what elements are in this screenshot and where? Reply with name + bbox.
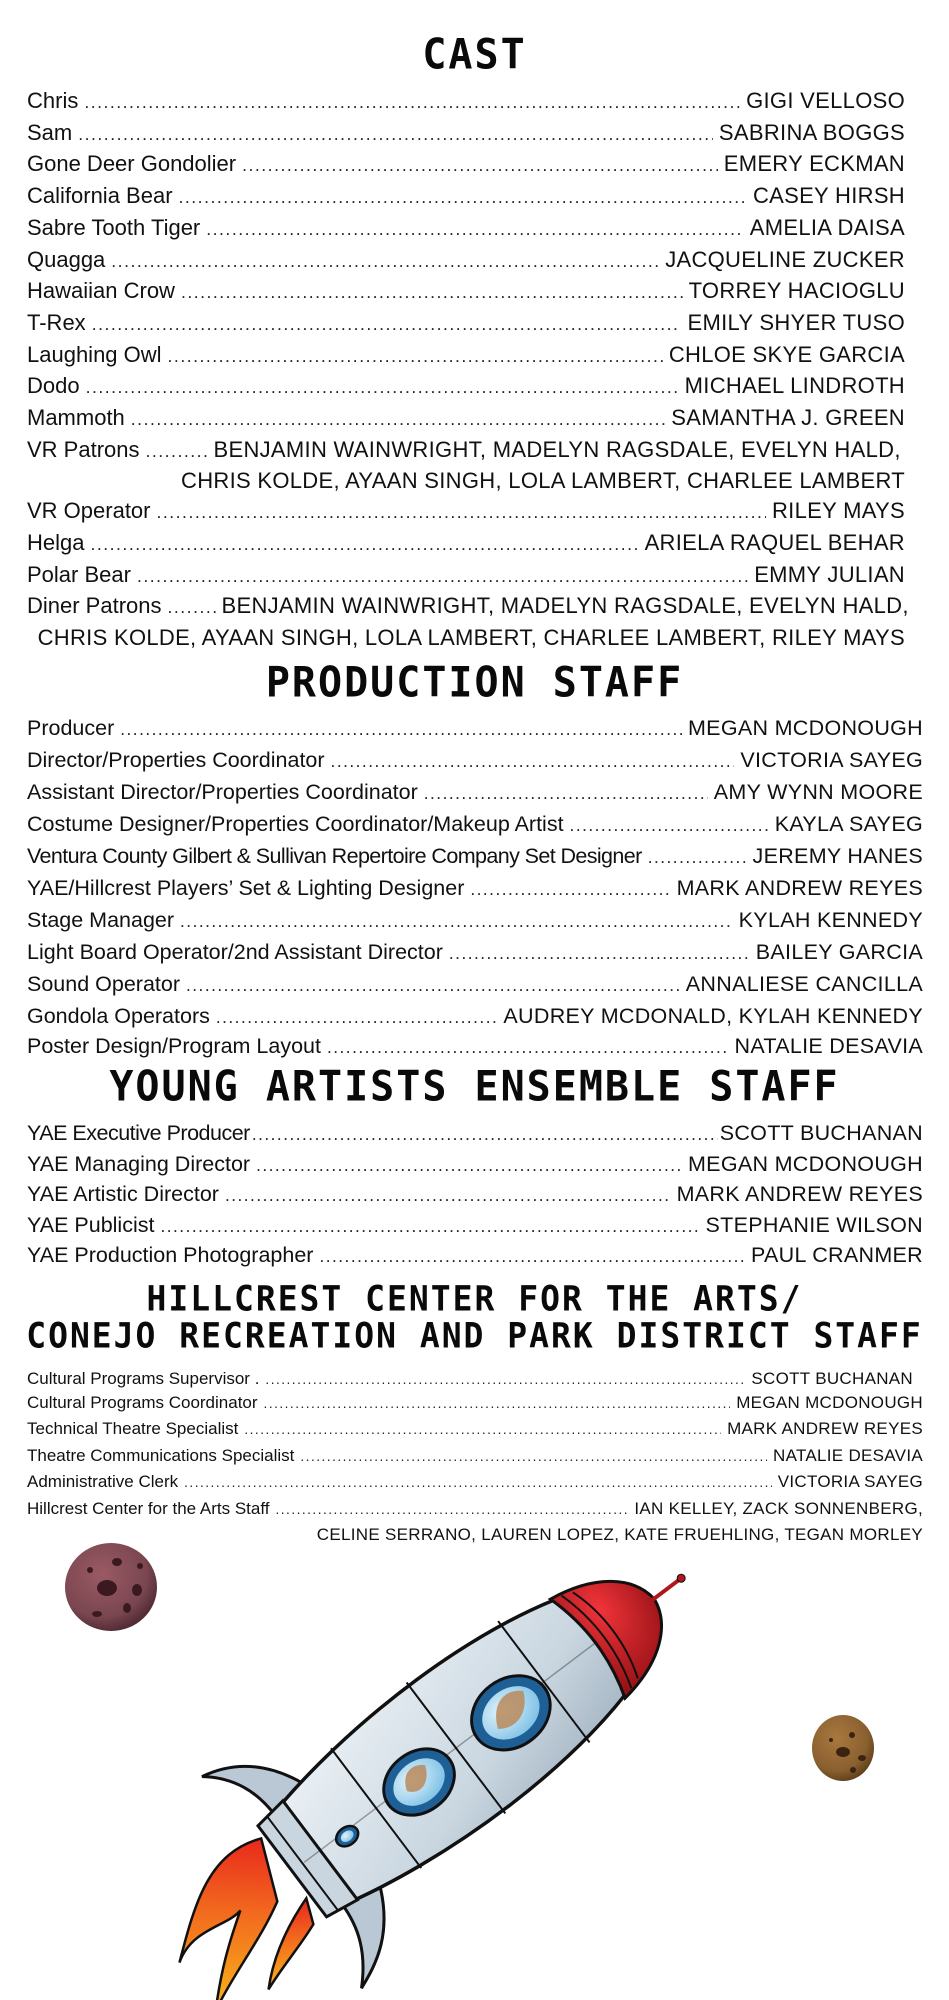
- staff-row: [27, 1416, 923, 1443]
- dot-leader: [146, 435, 208, 467]
- dot-leader: [327, 1033, 729, 1061]
- staff-row: [27, 1469, 923, 1496]
- staff-name: NATALIE DESAVIA: [773, 1445, 923, 1465]
- dot-leader: [90, 528, 638, 560]
- dot-leader: [184, 1469, 772, 1496]
- yae-staff-list: [27, 1119, 923, 1272]
- dot-leader: [160, 1211, 699, 1242]
- role: VR Patrons: [27, 436, 140, 462]
- performer: CHLOE SKYE GARCIA: [668, 341, 905, 367]
- role: Chris: [27, 88, 79, 113]
- role: Assistant Director/Properties Coordinator: [27, 780, 418, 804]
- cast-row: [27, 213, 905, 245]
- role: Stage Manager: [27, 908, 175, 932]
- performer: BENJAMIN WAINWRIGHT, MADELYN RAGSDALE, EVELYN HALD,: [221, 593, 909, 619]
- staff-name: VICTORIA SAYEG: [740, 748, 923, 772]
- performer-continuation: CHRIS KOLDE, AYAAN SINGH, LOLA LAMBERT, CHARLEE LAMBERT, RILEY MAYS: [37, 624, 905, 650]
- dot-leader: [216, 1001, 498, 1033]
- dot-leader: [449, 937, 750, 969]
- staff-row: [27, 1180, 923, 1211]
- dot-leader: [242, 149, 718, 181]
- staff-row: [27, 1033, 923, 1061]
- staff-row: [27, 1368, 923, 1391]
- role: Theatre Communications Specialist: [27, 1445, 295, 1465]
- cast-heading: [0, 31, 949, 79]
- cast-row: [27, 181, 905, 213]
- dot-leader: [120, 713, 682, 745]
- staff-row: [27, 969, 923, 1001]
- performer: JACQUELINE ZUCKER: [665, 246, 905, 272]
- dot-leader: [157, 496, 766, 528]
- cast-row: [27, 496, 905, 528]
- staff-row: [27, 713, 923, 745]
- cast-list: [27, 86, 909, 653]
- rocket-illustration: [0, 1530, 949, 2000]
- role: YAE Publicist: [27, 1212, 155, 1237]
- production-staff-list: [27, 713, 923, 1061]
- cast-row: [27, 118, 905, 150]
- role: Director/Properties Coordinator: [27, 748, 325, 772]
- role: Sound Operator: [27, 972, 180, 996]
- role: Laughing Owl: [27, 341, 162, 367]
- dot-leader: [264, 1391, 731, 1416]
- staff-row: [27, 777, 923, 809]
- yae-staff-heading-text: YOUNG ARTISTS ENSEMBLE STAFF: [109, 1062, 840, 1112]
- staff-name: MEGAN MCDONOUGH: [736, 1393, 923, 1412]
- role: Helga: [27, 529, 85, 555]
- dot-leader: [225, 1180, 671, 1211]
- planet-icon: [65, 1543, 157, 1631]
- staff-row: [27, 1150, 923, 1181]
- staff-name: SCOTT BUCHANAN: [751, 1369, 913, 1388]
- role: Quagga: [27, 246, 106, 272]
- performer: RILEY MAYS: [771, 498, 905, 524]
- role: Technical Theatre Specialist: [27, 1419, 239, 1438]
- role: Gone Deer Gondolier: [27, 151, 237, 177]
- performer: TORREY HACIOGLU: [688, 278, 905, 304]
- role: Ventura County Gilbert & Sullivan Repertoire Company Set Designer: [27, 844, 642, 868]
- performer: EMILY SHYER TUSO: [687, 309, 905, 335]
- staff-name: JEREMY HANES: [752, 844, 923, 868]
- role: YAE Executive Producer: [27, 1121, 250, 1145]
- dot-leader: [181, 276, 683, 308]
- role: T-Rex: [27, 309, 86, 335]
- performer: SAMANTHA J. GREEN: [671, 405, 905, 431]
- dot-leader: [470, 873, 670, 905]
- role: Hawaiian Crow: [27, 278, 175, 304]
- dot-leader: [186, 969, 680, 1001]
- staff-name: KAYLA SAYEG: [774, 812, 923, 836]
- staff-row: [27, 1391, 923, 1416]
- role: Mammoth: [27, 405, 125, 431]
- cast-row: [27, 528, 905, 560]
- dot-leader: [252, 1119, 718, 1150]
- staff-name: ANNALIESE CANCILLA: [685, 972, 923, 996]
- dot-leader: [570, 809, 769, 841]
- staff-name: NATALIE DESAVIA: [734, 1034, 923, 1058]
- staff-name: STEPHANIE WILSON: [705, 1212, 923, 1237]
- hillcrest-staff-heading: [0, 1280, 949, 1354]
- cast-row: [27, 86, 905, 118]
- dot-leader: [137, 560, 748, 592]
- dot-leader: [179, 181, 747, 213]
- role: California Bear: [27, 183, 173, 209]
- cast-row: [27, 560, 905, 592]
- role: Sabre Tooth Tiger: [27, 214, 201, 240]
- cast-heading-text: CAST: [422, 30, 527, 80]
- performer: BENJAMIN WAINWRIGHT, MADELYN RAGSDALE, EVELYN HALD,: [213, 436, 901, 462]
- dot-leader: [244, 1416, 721, 1443]
- dot-leader: [276, 1496, 629, 1523]
- performer: EMERY ECKMAN: [723, 151, 905, 177]
- staff-row: [27, 745, 923, 777]
- role: Diner Patrons: [27, 593, 162, 619]
- cast-row: [27, 149, 905, 181]
- performer: MICHAEL LINDROTH: [684, 373, 905, 399]
- performer: EMMY JULIAN: [754, 561, 905, 587]
- staff-name: BAILEY GARCIA: [755, 940, 923, 964]
- cast-row: [27, 435, 905, 467]
- staff-row: [27, 873, 923, 905]
- performer: AMELIA DAISA: [749, 214, 905, 240]
- staff-name: MEGAN MCDONOUGH: [687, 1151, 923, 1176]
- role: Producer: [27, 716, 115, 740]
- role: YAE Artistic Director: [27, 1182, 219, 1207]
- staff-row: [27, 841, 923, 873]
- performer: ARIELA RAQUEL BEHAR: [644, 529, 905, 555]
- cast-row: [27, 591, 909, 623]
- hillcrest-staff-list: [27, 1368, 923, 1548]
- planet-icon: [812, 1715, 874, 1781]
- staff-row: [27, 1211, 923, 1242]
- staff-row: [27, 937, 923, 969]
- role: YAE Managing Director: [27, 1151, 251, 1176]
- dot-leader: [84, 86, 740, 118]
- role: Poster Design/Program Layout: [27, 1034, 321, 1058]
- role: Polar Bear: [27, 561, 131, 587]
- role: YAE/Hillcrest Players’ Set & Lighting Designer: [27, 876, 465, 900]
- dot-leader: [86, 371, 679, 403]
- staff-name: AUDREY MCDONALD, KYLAH KENNEDY: [503, 1004, 923, 1028]
- cast-row: [27, 308, 905, 340]
- staff-name: MARK ANDREW REYES: [676, 876, 923, 900]
- dot-leader: [92, 308, 682, 340]
- cast-row: [27, 403, 905, 435]
- role: Light Board Operator/2nd Assistant Director: [27, 940, 443, 964]
- production-staff-heading-text: PRODUCTION STAFF: [265, 658, 684, 708]
- dot-leader: [168, 591, 216, 623]
- staff-name: SCOTT BUCHANAN: [719, 1121, 923, 1145]
- performer: GIGI VELLOSO: [746, 88, 905, 113]
- dot-leader: [319, 1241, 745, 1272]
- staff-name: PAUL CRANMER: [750, 1243, 923, 1268]
- staff-row: [27, 1443, 923, 1470]
- role: Hillcrest Center for the Arts Staff: [27, 1498, 270, 1518]
- staff-name: KYLAH KENNEDY: [738, 908, 923, 932]
- staff-name: IAN KELLEY, ZACK SONNENBERG,: [634, 1498, 923, 1518]
- production-staff-heading: [0, 659, 949, 707]
- dot-leader: [331, 745, 735, 777]
- dot-leader: [265, 1368, 745, 1391]
- role: Gondola Operators: [27, 1004, 210, 1028]
- staff-name: AMY WYNN MOORE: [713, 780, 923, 804]
- role: Administrative Clerk: [27, 1472, 179, 1491]
- staff-row: [27, 1241, 923, 1272]
- hillcrest-heading-line1: HILLCREST CENTER FOR THE ARTS/: [146, 1278, 803, 1320]
- performer-continuation: CHRIS KOLDE, AYAAN SINGH, LOLA LAMBERT, CHARLEE LAMBERT: [181, 468, 905, 494]
- staff-name: MARK ANDREW REYES: [727, 1419, 923, 1438]
- dot-leader: [648, 841, 747, 873]
- role: YAE Production Photographer: [27, 1243, 314, 1268]
- dot-leader: [300, 1443, 767, 1470]
- cast-row: [27, 245, 905, 277]
- role: Cultural Programs Coordinator: [27, 1393, 258, 1412]
- dot-leader: [180, 905, 733, 937]
- staff-name: MARK ANDREW REYES: [676, 1182, 923, 1207]
- dot-leader: [424, 777, 708, 809]
- cast-row: [27, 340, 905, 372]
- staff-row: [27, 809, 923, 841]
- yae-staff-heading: [0, 1063, 949, 1111]
- role: Cultural Programs Supervisor .: [27, 1369, 260, 1388]
- dot-leader: [131, 403, 666, 435]
- staff-name-continuation: CELINE SERRANO, LAUREN LOPEZ, KATE FRUEHLING, TEGAN MORLEY: [316, 1525, 923, 1544]
- performer: CASEY HIRSH: [752, 183, 905, 209]
- dot-leader: [168, 340, 663, 372]
- staff-row: [27, 1119, 923, 1150]
- role: Costume Designer/Properties Coordinator/Makeup Artist: [27, 812, 564, 836]
- role: Dodo: [27, 373, 80, 399]
- hillcrest-heading-line2: CONEJO RECREATION AND PARK DISTRICT STAFF: [26, 1314, 923, 1356]
- dot-leader: [256, 1150, 682, 1181]
- staff-name: MEGAN MCDONOUGH: [687, 716, 923, 740]
- role: VR Operator: [27, 498, 151, 524]
- staff-row: [27, 905, 923, 937]
- cast-row: [27, 371, 905, 403]
- dot-leader: [78, 118, 713, 150]
- performer: SABRINA BOGGS: [718, 119, 905, 145]
- rocket-icon: [98, 1530, 765, 2000]
- cast-row: [27, 276, 905, 308]
- dot-leader: [111, 245, 659, 277]
- staff-row: [27, 1001, 923, 1033]
- dot-leader: [206, 213, 744, 245]
- staff-name: VICTORIA SAYEG: [777, 1472, 923, 1491]
- staff-row: [27, 1496, 923, 1523]
- role: Sam: [27, 119, 73, 145]
